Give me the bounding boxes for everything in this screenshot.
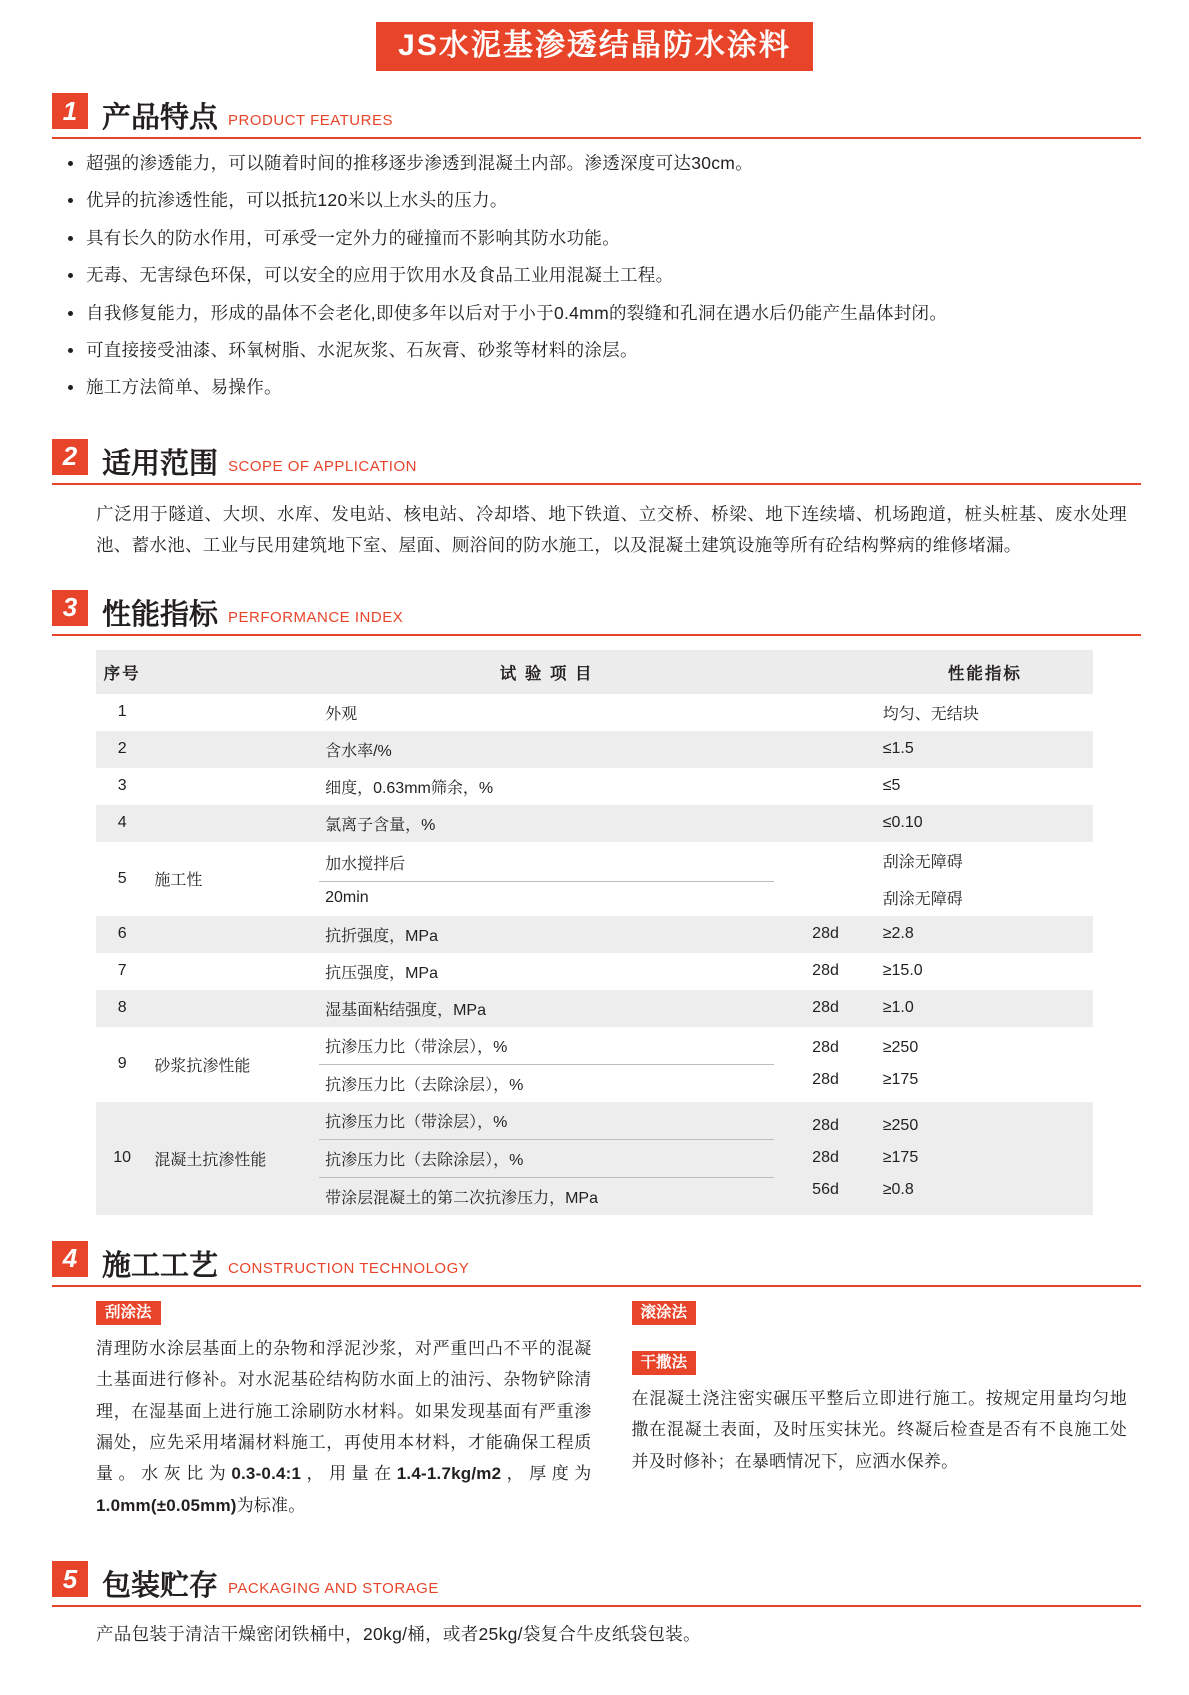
table-row [96, 953, 1093, 990]
cell-age [774, 879, 876, 893]
cell-value: ≥0.8 [882, 1181, 914, 1199]
cell-group: 砂浆抗渗性能 [154, 1057, 251, 1075]
water-cement-ratio: 0.3-0.4:1 [231, 1464, 302, 1484]
performance-table-wrap [0, 636, 1189, 1221]
cell-no: 9 [117, 1055, 127, 1073]
cell-group [148, 731, 319, 768]
cell-item: 湿基面粘结强度，MPa [319, 990, 774, 1027]
cell-item: 抗渗压力比（带涂层），% [325, 1113, 508, 1131]
section-title-en: PERFORMANCE INDEX [228, 608, 404, 626]
cell-age [774, 768, 876, 805]
table-row [96, 768, 1093, 805]
dry-sprinkling-text: 在混凝土浇注密实碾压平整后立即进行施工。按规定用量均匀地撒在混凝土表面，及时压实抹光。终凝后检查是否有不良施工处并及时修补；在暴晒情况下，应洒水保养。 [631, 1388, 1127, 1471]
list-item: 自我修复能力，形成的晶体不会老化,即使多年以后对于小于0.4mm的裂缝和孔洞在遇水后仍能产生晶体封闭。 [86, 301, 1129, 326]
section-title-cn: 施工工艺 [102, 1249, 219, 1282]
section-title-en: SCOPE OF APPLICATION [228, 457, 417, 475]
text-part: 清理防水涂层基面上的杂物和浮泥沙浆，对严重凹凸不平的混凝土基面进行修补。对水泥基砼结构防水面上的油污、杂物铲除清理，在湿基面上进行施工涂刷防水材料。如果发现基面有严重渗漏处，应先采用堵漏材料施工，再使用本材料，才能确保工程质量。水灰比为 [96, 1338, 592, 1484]
section-title-cn: 产品特点 [102, 102, 219, 134]
table-row [96, 1102, 1093, 1215]
cell-item-stack [319, 842, 774, 916]
cell-no: 4 [96, 805, 148, 842]
cell-age: 28d [812, 962, 839, 980]
cell-age [774, 694, 876, 731]
section-title-cn: 适用范围 [102, 447, 219, 480]
list-item: 无毒、无害绿色环保，可以安全的应用于饮用水及食品工业用混凝土工程。 [86, 263, 1129, 288]
cell-item: 细度，0.63mm筛余，% [325, 779, 494, 797]
section-scope-of-application [0, 425, 1189, 570]
section-performance-index [0, 576, 1189, 1221]
cell-value: 刮涂无障碍 [882, 853, 963, 871]
title-banner [0, 0, 1189, 79]
cell-item: 抗渗压力比（带涂层），% [325, 1038, 508, 1056]
cell-value: ≥250 [882, 1039, 919, 1057]
method-tag-dry-sprinkling: 干撒法 [632, 1351, 697, 1375]
cell-age: 28d [812, 1039, 839, 1057]
cell-age-stack [774, 1027, 876, 1102]
method-tag-roller-coating: 滚涂法 [632, 1301, 697, 1325]
section-title-en: CONSTRUCTION TECHNOLOGY [228, 1259, 470, 1277]
cell-value: ≤0.10 [877, 805, 1093, 842]
cell-age: 28d [812, 1149, 839, 1167]
technology-columns [0, 1287, 1189, 1542]
column-header-group [148, 650, 319, 694]
cell-item: 含水率/% [319, 731, 774, 768]
table-row [96, 1027, 1093, 1102]
scope-paragraph: 广泛用于隧道、大坝、水库、发电站、核电站、冷却塔、地下铁道、立交桥、桥梁、地下连续墙、机场跑道，桩头桩基、废水处理池、蓄水池、工业与民用建筑地下室、屋面、厕浴间的防水施工，以及混凝土建筑设施等所有砼结构弊病的维修堵漏。 [96, 503, 1127, 556]
cell-age: 28d [812, 1117, 839, 1135]
spacer [632, 1333, 1128, 1351]
section-number: 5 [52, 1561, 88, 1597]
table-row [96, 805, 1093, 842]
section-packaging-and-storage [0, 1547, 1189, 1659]
section-heading [0, 79, 1189, 133]
section-product-features [0, 79, 1189, 419]
cell-group [148, 916, 319, 953]
cell-age [774, 805, 876, 842]
cell-item: 抗渗压力比（去除涂层），% [319, 1139, 774, 1177]
page-title: JS水泥基渗透结晶防水涂料 [376, 22, 813, 71]
column-header-item: 试 验 项 目 [319, 650, 774, 694]
cell-value: ≤5 [882, 777, 901, 795]
cell-value: ≥250 [882, 1117, 919, 1135]
column-header-no: 序号 [96, 650, 148, 694]
table-row [96, 694, 1093, 731]
cell-group: 施工性 [154, 872, 203, 890]
performance-table [96, 650, 1093, 1215]
product-features-list [0, 139, 1189, 419]
cell-group [148, 694, 319, 731]
section-number: 4 [52, 1241, 88, 1277]
cell-item: 抗渗压力比（去除涂层），% [319, 1064, 774, 1102]
list-item: 优异的抗渗透性能，可以抵抗120米以上水头的压力。 [86, 188, 1129, 213]
cell-group [148, 953, 319, 990]
section-title-cn: 包装贮存 [102, 1570, 219, 1603]
section-heading [0, 425, 1189, 479]
table-row [96, 916, 1093, 953]
cell-value: ≥1.0 [877, 990, 1093, 1027]
cell-value: ≤1.5 [877, 731, 1093, 768]
section-heading [0, 1227, 1189, 1281]
cell-no: 8 [96, 990, 148, 1027]
cell-item: 氯离子含量，% [319, 805, 774, 842]
cell-item: 抗折强度，MPa [319, 916, 774, 953]
section-title-en: PACKAGING AND STORAGE [228, 1580, 439, 1598]
cell-value: 均匀、无结块 [882, 705, 979, 723]
cell-age [774, 731, 876, 768]
cell-group [148, 805, 319, 842]
list-item: 具有长久的防水作用，可承受一定外力的碰撞而不影响其防水功能。 [86, 226, 1129, 251]
section-heading [0, 576, 1189, 630]
cell-item: 20min [319, 881, 774, 914]
cell-item-stack [319, 1102, 774, 1215]
cell-age: 28d [774, 990, 876, 1027]
thickness-value: 1.0mm(±0.05mm) [96, 1495, 237, 1515]
cell-value: ≥175 [882, 1071, 919, 1089]
cell-group [148, 990, 319, 1027]
cell-no: 6 [96, 916, 148, 953]
cell-no: 5 [117, 869, 127, 887]
technology-column-right [632, 1301, 1128, 1536]
cell-age [774, 865, 876, 879]
cell-group: 混凝土抗渗性能 [148, 1102, 319, 1215]
text-part: ，厚度为 [501, 1464, 592, 1484]
packaging-paragraph: 产品包装于清洁干燥密闭铁桶中，20kg/桶，或者25kg/袋复合牛皮纸袋包装。 [96, 1624, 701, 1645]
dosage-value: 1.4-1.7kg/m2 [396, 1464, 502, 1484]
cell-no: 10 [96, 1102, 148, 1215]
table-row [96, 842, 1093, 916]
section-title-en: PRODUCT FEATURES [228, 112, 393, 129]
cell-age: 28d [774, 916, 876, 953]
section-number: 3 [52, 590, 88, 626]
table-row [96, 990, 1093, 1027]
cell-value: ≥15.0 [882, 962, 923, 980]
cell-item: 加水搅拌后 [325, 855, 406, 873]
table-row [96, 731, 1093, 768]
column-header-age [774, 650, 876, 694]
text-part: ，用量在 [301, 1464, 397, 1484]
cell-value: ≥175 [882, 1149, 919, 1167]
cell-no: 3 [117, 777, 127, 795]
cell-age-stack [774, 1102, 876, 1215]
cell-item-stack [319, 1027, 774, 1102]
technology-column-left [96, 1301, 592, 1536]
list-item: 超强的渗透能力，可以随着时间的推移逐步渗透到混凝土内部。渗透深度可达30cm。 [86, 151, 1129, 176]
cell-value: ≥2.8 [877, 916, 1093, 953]
section-construction-technology [0, 1227, 1189, 1542]
cell-item: 外观 [325, 705, 358, 723]
cell-no: 2 [96, 731, 148, 768]
cell-item: 带涂层混凝土的第二次抗渗压力，MPa [319, 1177, 774, 1215]
section-heading [0, 1547, 1189, 1601]
column-header-value: 性能指标 [877, 650, 1093, 694]
cell-no: 1 [117, 703, 127, 721]
method-tag-scrape-coating: 刮涂法 [96, 1301, 161, 1325]
section-number: 2 [52, 439, 88, 475]
cell-group [148, 768, 319, 805]
cell-age: 56d [812, 1181, 839, 1199]
cell-value-stack [877, 842, 1093, 916]
cell-age-stack [774, 842, 876, 916]
text-part: 为标准。 [236, 1495, 306, 1515]
list-item: 可直接接受油漆、环氧树脂、水泥灰浆、石灰膏、砂浆等材料的涂层。 [86, 338, 1129, 363]
section-title-cn: 性能指标 [102, 598, 219, 631]
cell-item: 抗压强度，MPa [325, 964, 438, 982]
cell-value: 刮涂无障碍 [882, 890, 963, 908]
cell-age: 28d [812, 1071, 839, 1089]
table-header-row [96, 650, 1093, 694]
cell-value-stack [877, 1027, 1093, 1102]
list-item: 施工方法简单、易操作。 [86, 375, 1129, 400]
cell-value-stack [877, 1102, 1093, 1215]
section-number: 1 [52, 93, 88, 129]
cell-no: 7 [117, 962, 127, 980]
scrape-coating-text [96, 1333, 592, 1522]
